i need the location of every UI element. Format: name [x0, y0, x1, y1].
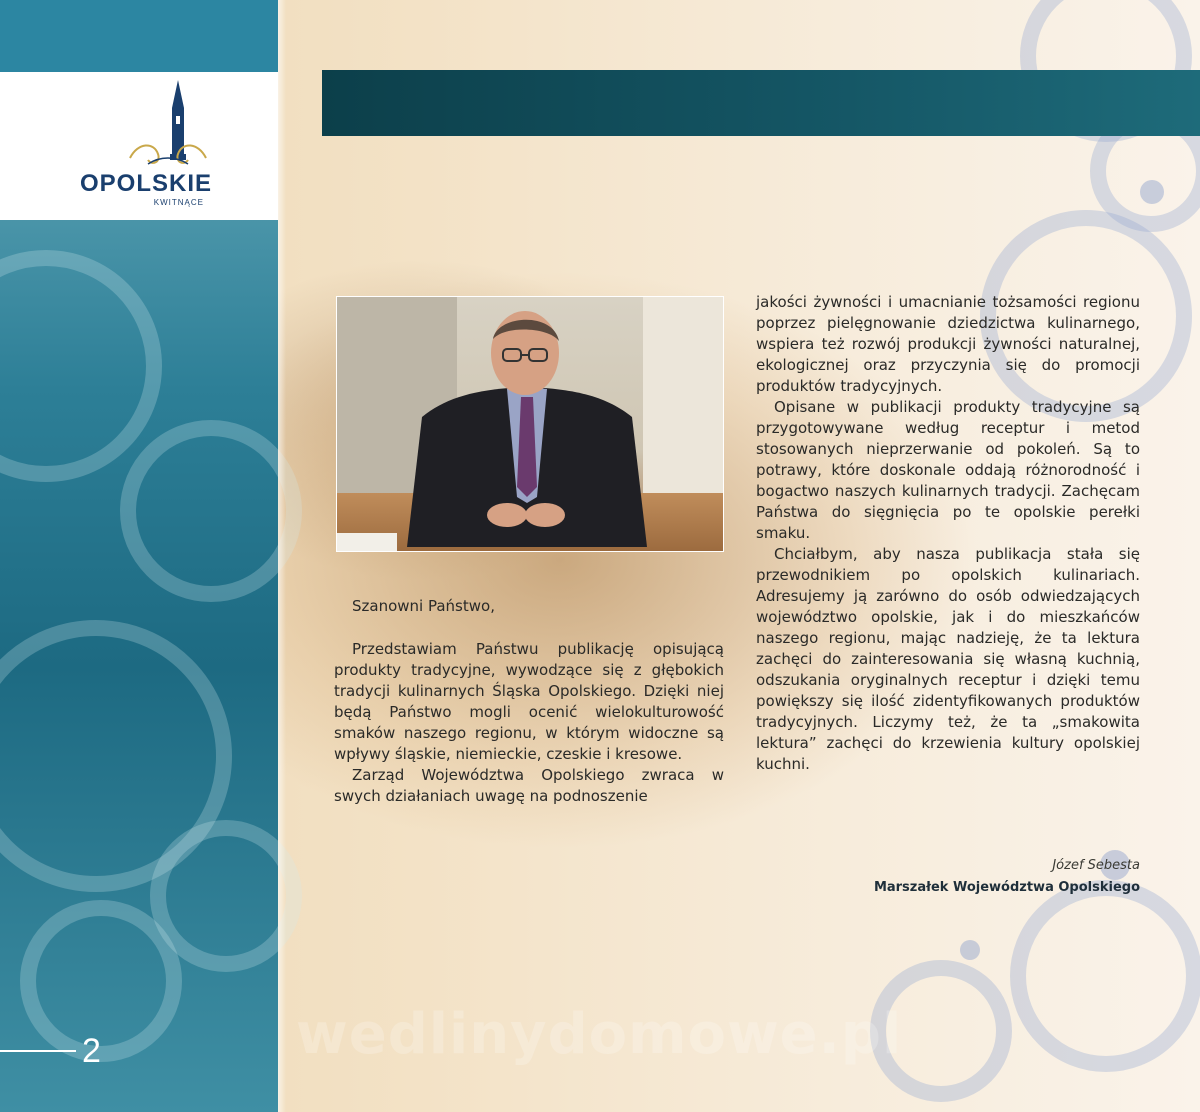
dot-decoration	[1140, 180, 1164, 204]
paragraph: jakości żywności i umacnianie tożsamości regionu poprzez pielęgnowanie dziedzictwa kulinarnego, wspiera też rozwój produkcji żywności naturalnej, ekologicznej oraz przyczynia się do promocji produktów tradycyjnych.	[756, 293, 1140, 395]
paragraph: Zarząd Województwa Opolskiego zwraca w swych działaniach uwagę na podnoszenie	[334, 766, 724, 805]
watermark: wedlinydomowe.pl	[296, 1002, 903, 1067]
swirl-decoration	[20, 900, 182, 1062]
top-header-bar	[322, 70, 1200, 136]
page-number: 2	[82, 1032, 101, 1070]
swirl-decoration	[120, 420, 302, 602]
person-figure	[337, 297, 723, 551]
page-number-rule	[0, 1050, 76, 1052]
brand-tagline: KWITNĄCE	[153, 198, 204, 207]
signature-title: Marszałek Województwa Opolskiego	[873, 880, 1140, 895]
paragraph: Przedstawiam Państwu publikację opisującą produkty tradycyjne, wywodzące się z głębokich tradycji kulinarnych Śląska Opolskiego. Dzięki niej będą Państwo mogli ocenić wielokulturowość smaków naszego regionu, w którym widoczne są wpływy śląskie, niemieckie, czeskie i kresowe.	[334, 640, 724, 763]
letter-right-column	[756, 292, 1140, 775]
paragraph: Opisane w publikacji produkty tradycyjne są przygotowywane według receptur i metod stosowanych nieprzerwanie od pokoleń. Są to potrawy, które doskonale oddają różnorodność i bogactwo naszych kulinarnych tradycji. Zachęcam Państwa do sięgnięcia po te opolskie perełki smaku.	[756, 398, 1140, 542]
left-band-top	[0, 0, 278, 72]
portrait-photo	[336, 296, 724, 552]
signature-name: Józef Sebesta	[1052, 858, 1140, 873]
letter-greeting: Szanowni Państwo,	[352, 597, 495, 615]
swirl-decoration	[1010, 880, 1200, 1072]
brand-name: OPOLSKIE	[79, 170, 213, 197]
ornament-icon	[128, 136, 208, 170]
dot-decoration	[960, 940, 980, 960]
letter-left-column	[334, 596, 724, 807]
band-edge-highlight	[278, 0, 286, 1112]
paragraph: Chciałbym, aby nasza publikacja stała się przewodnikiem po opolskich kulinariach. Adresujemy ją zarówno do osób odwiedzających województwo opolskie, jak i do mieszkańców naszego regionu, mając nadzieję, że ta lektura zachęci do zainteresowania się własną kuchnią, odszukania oryginalnych receptur i dzięki temu powiększy się ilość zidentyfikowanych produktów tradycyjnych. Liczymy też, że ta „smakowita lektura” zachęci do krzewienia kultury opolskiej kuchni.	[756, 545, 1140, 773]
